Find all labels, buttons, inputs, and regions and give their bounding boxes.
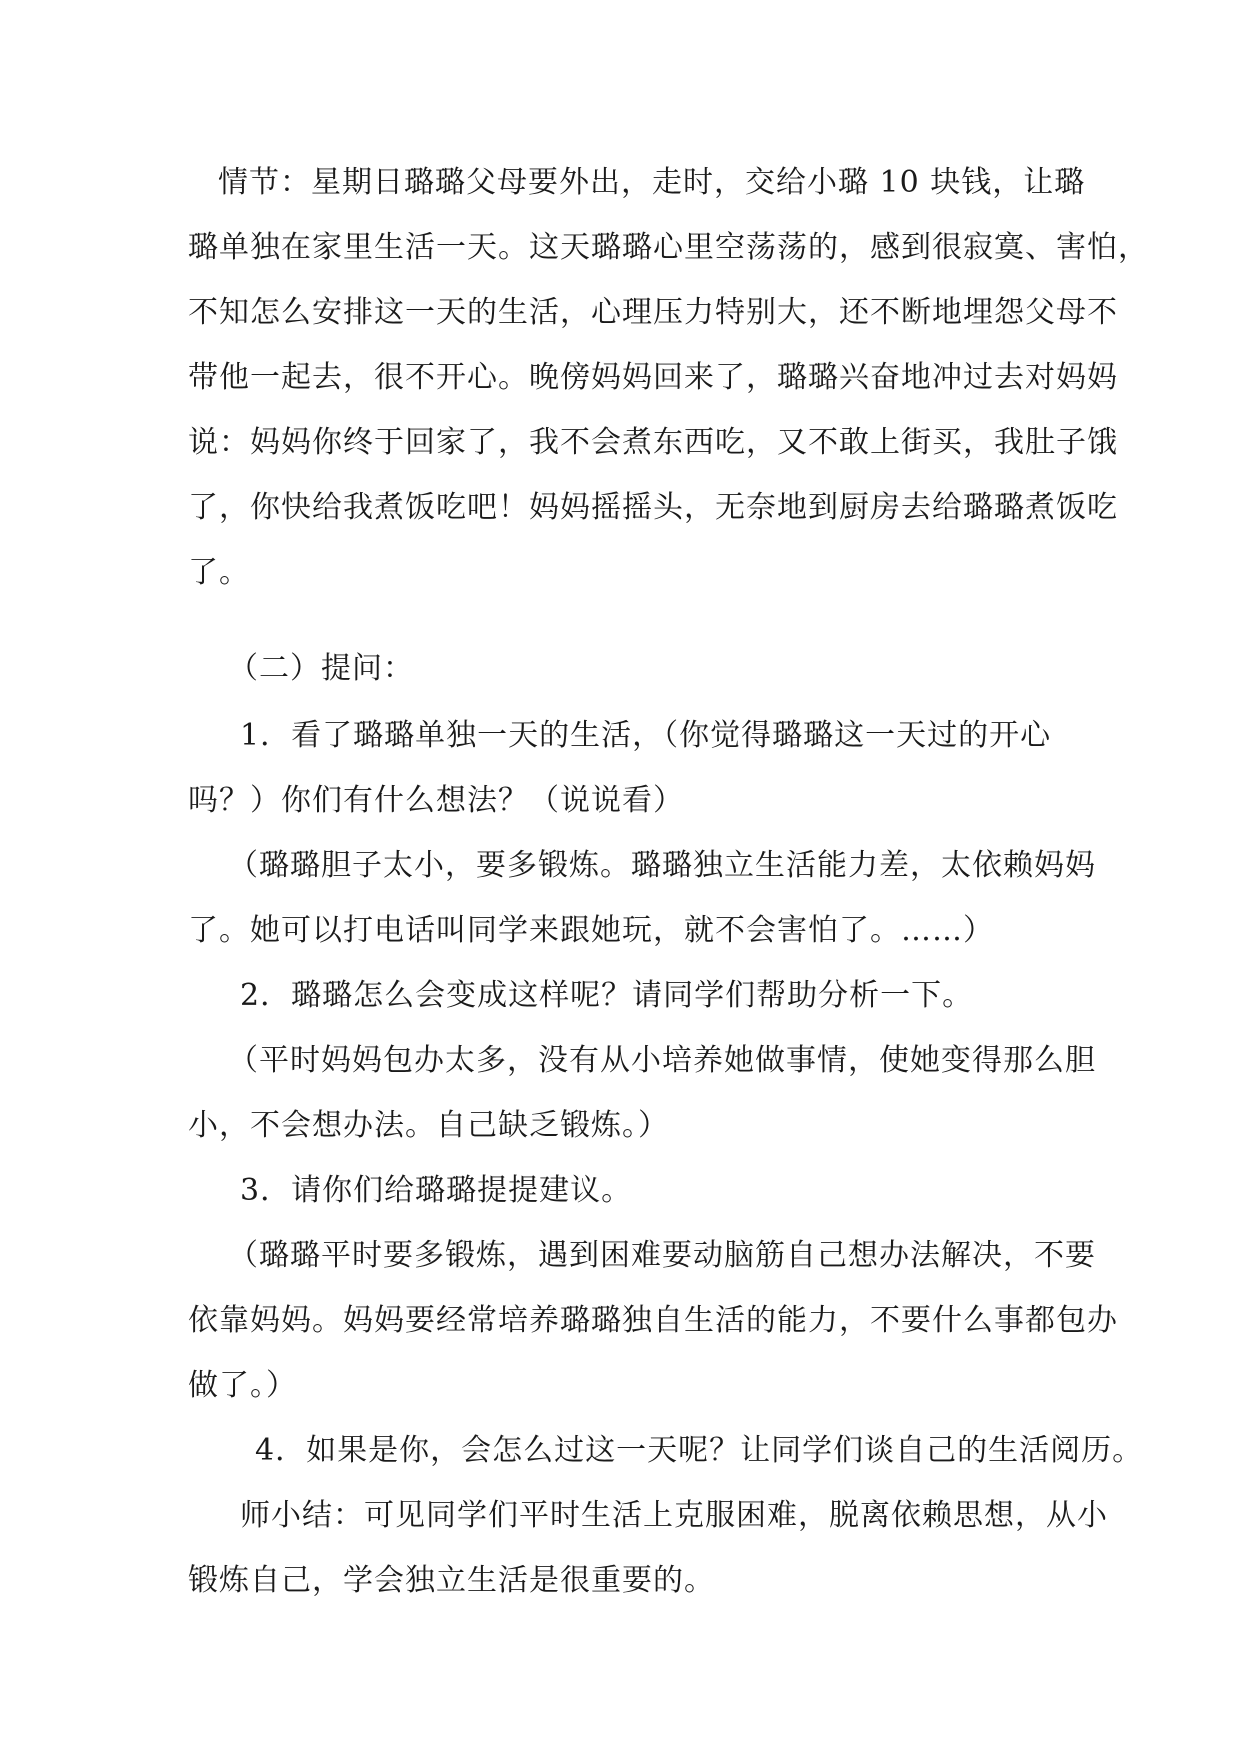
question-2: 2．璐璐怎么会变成这样呢？请同学们帮助分析一下。 [240,978,974,1013]
answer-3-line-1: （璐璐平时要多锻炼，遇到困难要动脑筋自己想办法解决，不要 [228,1238,1096,1273]
story-line-6: 了，你快给我煮饭吃吧！妈妈摇摇头，无奈地到厨房去给璐璐煮饭吃 [188,490,1118,525]
question-1-line-1: 1．看了璐璐单独一天的生活，（你觉得璐璐这一天过的开心 [240,718,1052,753]
answer-2-line-1: （平时妈妈包办太多，没有从小培养她做事情，使她变得那么胆 [228,1043,1096,1078]
summary-line-2: 锻炼自己，学会独立生活是很重要的。 [188,1563,715,1598]
story-line-2: 璐单独在家里生活一天。这天璐璐心里空荡荡的，感到很寂寞、害怕， [188,230,1149,265]
answer-1-line-1: （璐璐胆子太小，要多锻炼。璐璐独立生活能力差，太依赖妈妈 [228,848,1096,883]
story-line-5: 说：妈妈你终于回家了，我不会煮东西吃，又不敢上街买，我肚子饿 [188,425,1118,460]
answer-3-line-3: 做了。） [188,1368,297,1403]
section-heading: （二）提问： [228,651,414,686]
story-line-7: 了。 [188,555,250,590]
answer-2-line-2: 小，不会想办法。自己缺乏锻炼。） [188,1108,669,1143]
story-line-4: 带他一起去，很不开心。晚傍妈妈回来了，璐璐兴奋地冲过去对妈妈 [188,360,1118,395]
question-1-line-2: 吗？）你们有什么想法？（说说看） [188,783,684,818]
story-line-1: 情节：星期日璐璐父母要外出，走时，交给小璐 10 块钱，让璐 [218,165,1086,200]
question-4: 4．如果是你，会怎么过这一天呢？让同学们谈自己的生活阅历。 [255,1433,1144,1468]
answer-3-line-2: 依靠妈妈。妈妈要经常培养璐璐独自生活的能力，不要什么事都包办 [188,1303,1118,1338]
answer-1-line-2: 了。她可以打电话叫同学来跟她玩，就不会害怕了。……） [188,913,994,948]
story-line-3: 不知怎么安排这一天的生活，心理压力特别大，还不断地埋怨父母不 [188,295,1118,330]
question-3: 3．请你们给璐璐提提建议。 [240,1173,633,1208]
summary-line-1: 师小结：可见同学们平时生活上克服困难，脱离依赖思想，从小 [240,1498,1108,1533]
